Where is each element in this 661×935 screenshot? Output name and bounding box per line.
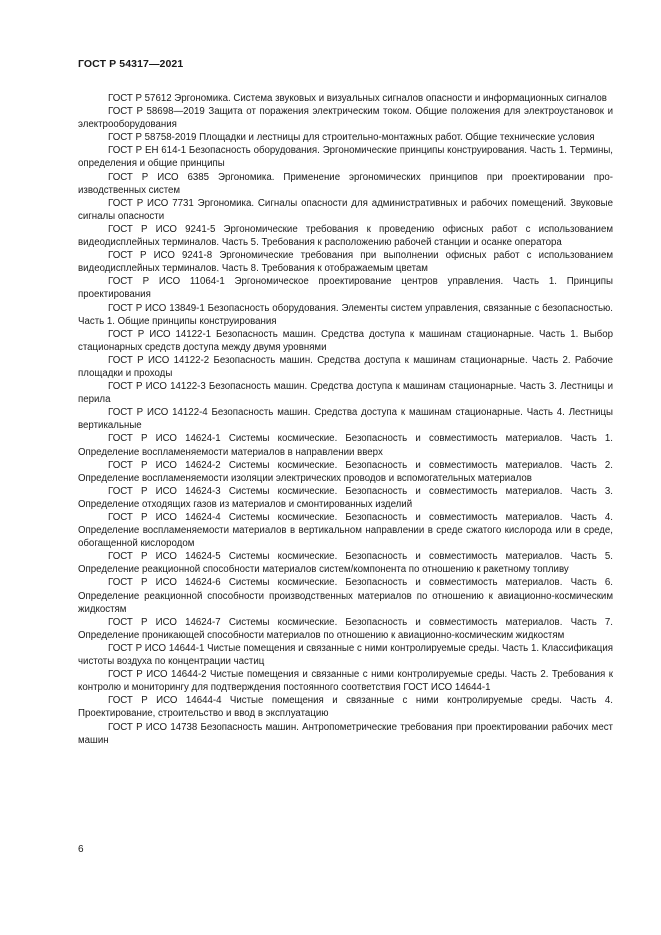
reference-item: ГОСТ Р ИСО 14644-4 Чистые помещения и связанные с ними контролируемые среды. Часть 4. Проектирование, строительство и ввод в эксплуатацию — [78, 695, 613, 720]
reference-item: ГОСТ Р ИСО 14624-5 Системы космические. Безопасность и совместимость материалов. Часть 5. Определение реакционной способности материалов систем/компонента по отношению к ракетному топливу — [78, 551, 613, 576]
reference-item: ГОСТ Р ИСО 6385 Эргономика. Применение эргономических принципов при проектировании производственных систем — [78, 171, 613, 196]
reference-item: ГОСТ Р ИСО 14738 Безопасность машин. Антропометрические требования при проектировании рабочих мест машин — [78, 721, 613, 746]
reference-item: ГОСТ Р ИСО 11064-1 Эргономическое проектирование центров управления. Часть 1. Принципы проектирования — [78, 276, 613, 301]
reference-item: ГОСТ Р ИСО 9241-5 Эргономические требования к проведению офисных работ с использованием видеодисплейных терминалов. Часть 5. Требования к расположению рабочей станции и осанке оператора — [78, 223, 613, 249]
reference-item: ГОСТ Р 58758-2019 Площадки и лестницы для строительно-монтажных работ. Общие технические условия — [108, 132, 595, 144]
reference-item: ГОСТ Р ИСО 14644-2 Чистые помещения и связанные с ними контролируемые среды. Часть 2. Требования к контролю и мониторингу для подтверждения постоянного соответствия ГОСТ ИСО 14644-1 — [78, 669, 613, 694]
reference-item: ГОСТ Р ИСО 14122-2 Безопасность машин. Средства доступа к машинам стационарные. Часть 2. Рабочие площадки и проходы — [78, 354, 613, 379]
reference-item: ГОСТ Р 57612 Эргономика. Система звуковых и визуальных сигналов опасности и информационных сигналов — [108, 93, 607, 104]
reference-item: ГОСТ Р 58698—2019 Защита от поражения электрическим током. Общие положения для электроустановок и электрооборудования — [78, 106, 613, 131]
normative-references-list — [78, 92, 613, 747]
reference-item: ГОСТ Р ИСО 13849-1 Безопасность оборудования. Элементы систем управления, связанные с безопасностью. Часть 1. Общие принципы конструирования — [78, 302, 613, 327]
reference-item: ГОСТ Р ИСО 14644-1 Чистые помещения и связанные с ними контролируемые среды. Часть 1. Классификация чистоты воздуха по концентрации частиц — [78, 642, 613, 668]
reference-item: ГОСТ Р ИСО 14624-4 Системы космические. Безопасность и совместимость материалов. Часть 4. Определение воспламеняемости материалов в вертикальном направлении в среде сжатого кислорода или в среде, обогащенной кислородом — [78, 512, 613, 550]
reference-item: ГОСТ Р ИСО 7731 Эргономика. Сигналы опасности для административных и рабочих помещений. Звуковые сигналы опасности — [78, 197, 613, 222]
reference-item: ГОСТ Р ИСО 14624-1 Системы космические. Безопасность и совместимость материалов. Часть 1. Определение воспламеняемости материалов в направлении вверх — [78, 433, 613, 458]
reference-item: ГОСТ Р ИСО 14624-6 Системы космические. Безопасность и совместимость материалов. Часть 6. Определение реакционной способности производственных материалов по отношению к авиационно-космическим жидкостям — [78, 577, 613, 615]
reference-item: ГОСТ Р ИСО 14122-3 Безопасность машин. Средства доступа к машинам стационарные. Часть 3. Лестницы и перила — [78, 381, 613, 406]
reference-item: ГОСТ Р ЕН 614-1 Безопасность оборудования. Эргономические принципы конструирования. Часть 1. Термины, определения и общие принципы — [78, 145, 613, 170]
reference-item: ГОСТ Р ИСО 14624-7 Системы космические. Безопасность и совместимость материалов. Часть 7. Определение проникающей способности материалов по отношению к авиационно-космическим жидкостям — [78, 616, 613, 641]
document-header: ГОСТ Р 54317—2021 — [78, 58, 184, 70]
reference-item: ГОСТ Р ИСО 14122-1 Безопасность машин. Средства доступа к машинам стационарные. Часть 1. Выбор стационарных средств доступа между двумя уровнями — [78, 328, 613, 353]
reference-item: ГОСТ Р ИСО 14624-3 Системы космические. Безопасность и совместимость материалов. Часть 3. Определение отходящих газов из материалов и смонтированных изделий — [78, 485, 613, 510]
reference-item: ГОСТ Р ИСО 14122-4 Безопасность машин. Средства доступа к машинам стационарные. Часть 4. Лестницы вертикальные — [78, 407, 613, 432]
reference-item: ГОСТ Р ИСО 9241-8 Эргономические требования при выполнении офисных работ с использованием видеодисплейных терминалов. Часть 8. Требования к отображаемым цветам — [78, 250, 613, 275]
page-number: 6 — [78, 844, 84, 855]
reference-item: ГОСТ Р ИСО 14624-2 Системы космические. Безопасность и совместимость материалов. Часть 2. Определение воспламеняемости изоляции электрических проводов и вспомогательных материалов — [78, 459, 613, 484]
